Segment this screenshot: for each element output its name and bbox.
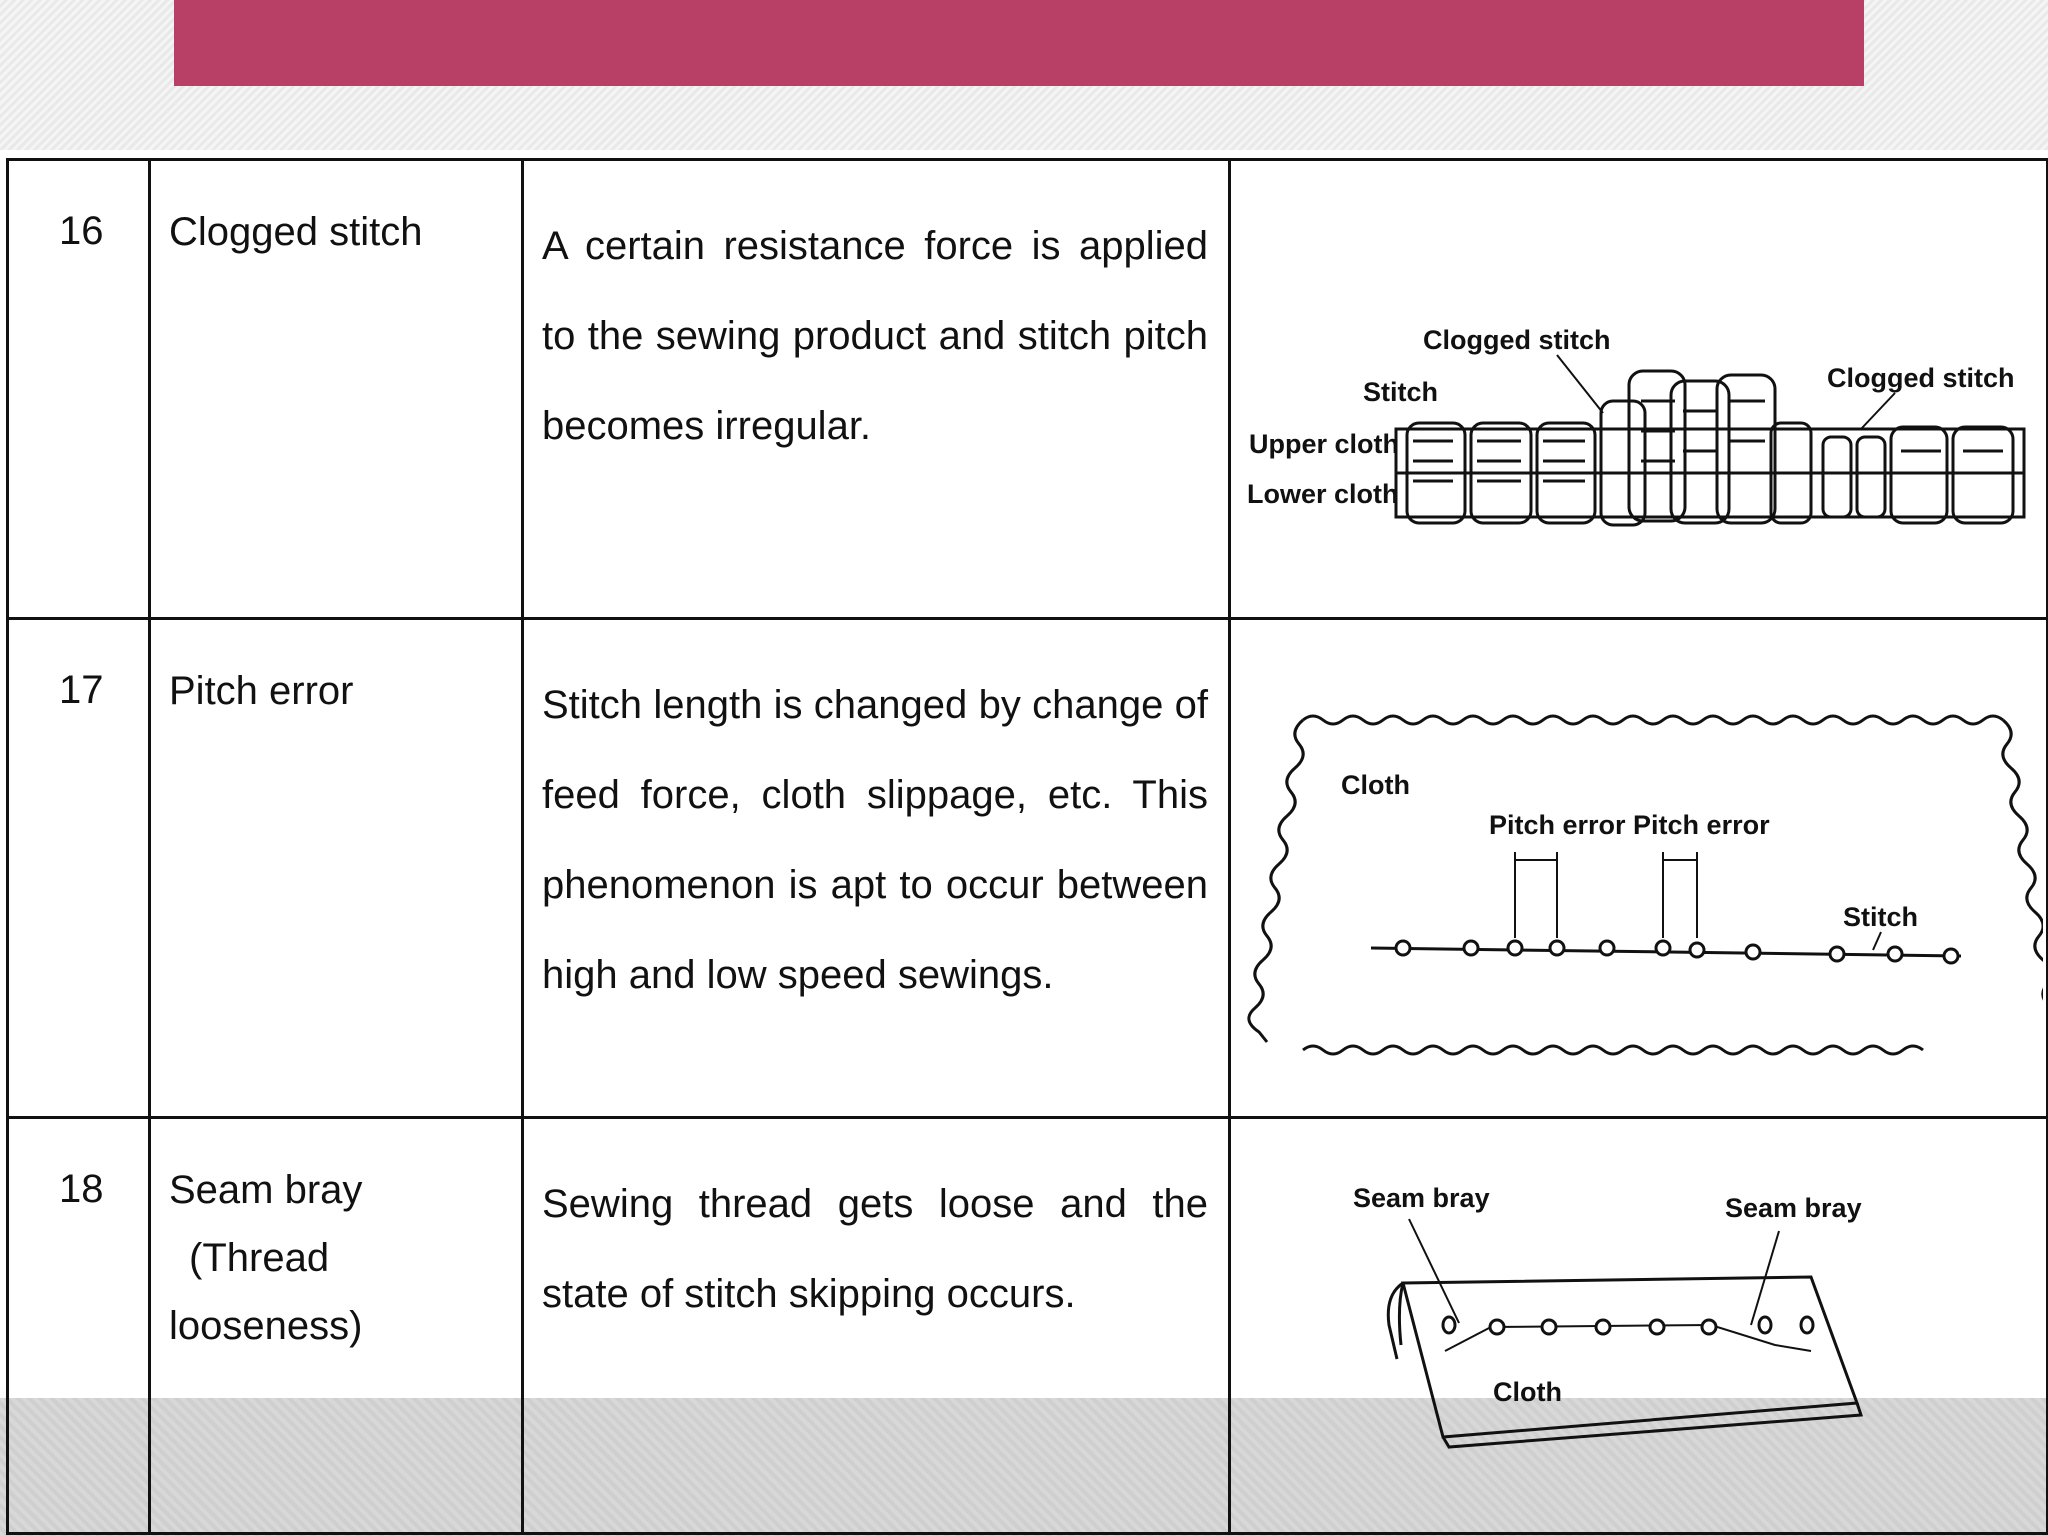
seam-bray-diagram	[1231, 1119, 2043, 1484]
defect-name	[150, 160, 523, 619]
figure-label: Clogged stitch	[1423, 325, 1611, 355]
defects-table	[6, 158, 2048, 1535]
figure-label: Lower cloth	[1247, 479, 1399, 509]
pitch-error-diagram	[1231, 620, 2043, 1068]
figure-label: Seam bray	[1353, 1183, 1490, 1213]
figure-label: Stitch	[1363, 377, 1439, 407]
figure-label: Pitch error Pitch error	[1489, 810, 1770, 840]
defect-name-line: (Thread	[189, 1236, 330, 1280]
defect-name-line: Seam bray	[169, 1168, 363, 1212]
defect-description: Stitch length is changed by change of feed force, cloth slippage, etc. This phenomenon is apt to occur between high and low speed sewings.	[523, 619, 1230, 1118]
defect-name-line: Clogged stitch	[169, 210, 423, 254]
defect-name	[150, 619, 523, 1118]
defect-name	[150, 1118, 523, 1534]
table-row	[8, 619, 2048, 1118]
defect-figure	[1230, 1118, 2048, 1534]
row-number: 16	[8, 160, 150, 619]
row-number: 17	[8, 619, 150, 1118]
defect-description: Sewing thread gets loose and the state of stitch skipping occurs.	[523, 1118, 1230, 1534]
table-row	[8, 160, 2048, 619]
figure-label: Cloth	[1493, 1377, 1562, 1407]
table-row	[8, 1118, 2048, 1534]
figure-label: Clogged stitch	[1827, 363, 2015, 393]
row-number: 18	[8, 1118, 150, 1534]
figure-label: Cloth	[1341, 770, 1410, 800]
figure-label: Stitch	[1843, 902, 1919, 932]
clogged-stitch-diagram	[1231, 161, 2043, 569]
figure-label: Upper cloth	[1249, 429, 1400, 459]
defect-figure	[1230, 619, 2048, 1118]
defect-figure	[1230, 160, 2048, 619]
defect-description: A certain resistance force is applied to the sewing product and stitch pitch becomes irregular.	[523, 160, 1230, 619]
title-bar	[174, 0, 1864, 86]
defect-name-line: Pitch error	[169, 669, 354, 713]
defects-table-container	[6, 158, 2046, 1407]
defect-name-line: looseness)	[169, 1304, 363, 1348]
figure-label: Seam bray	[1725, 1193, 1862, 1223]
